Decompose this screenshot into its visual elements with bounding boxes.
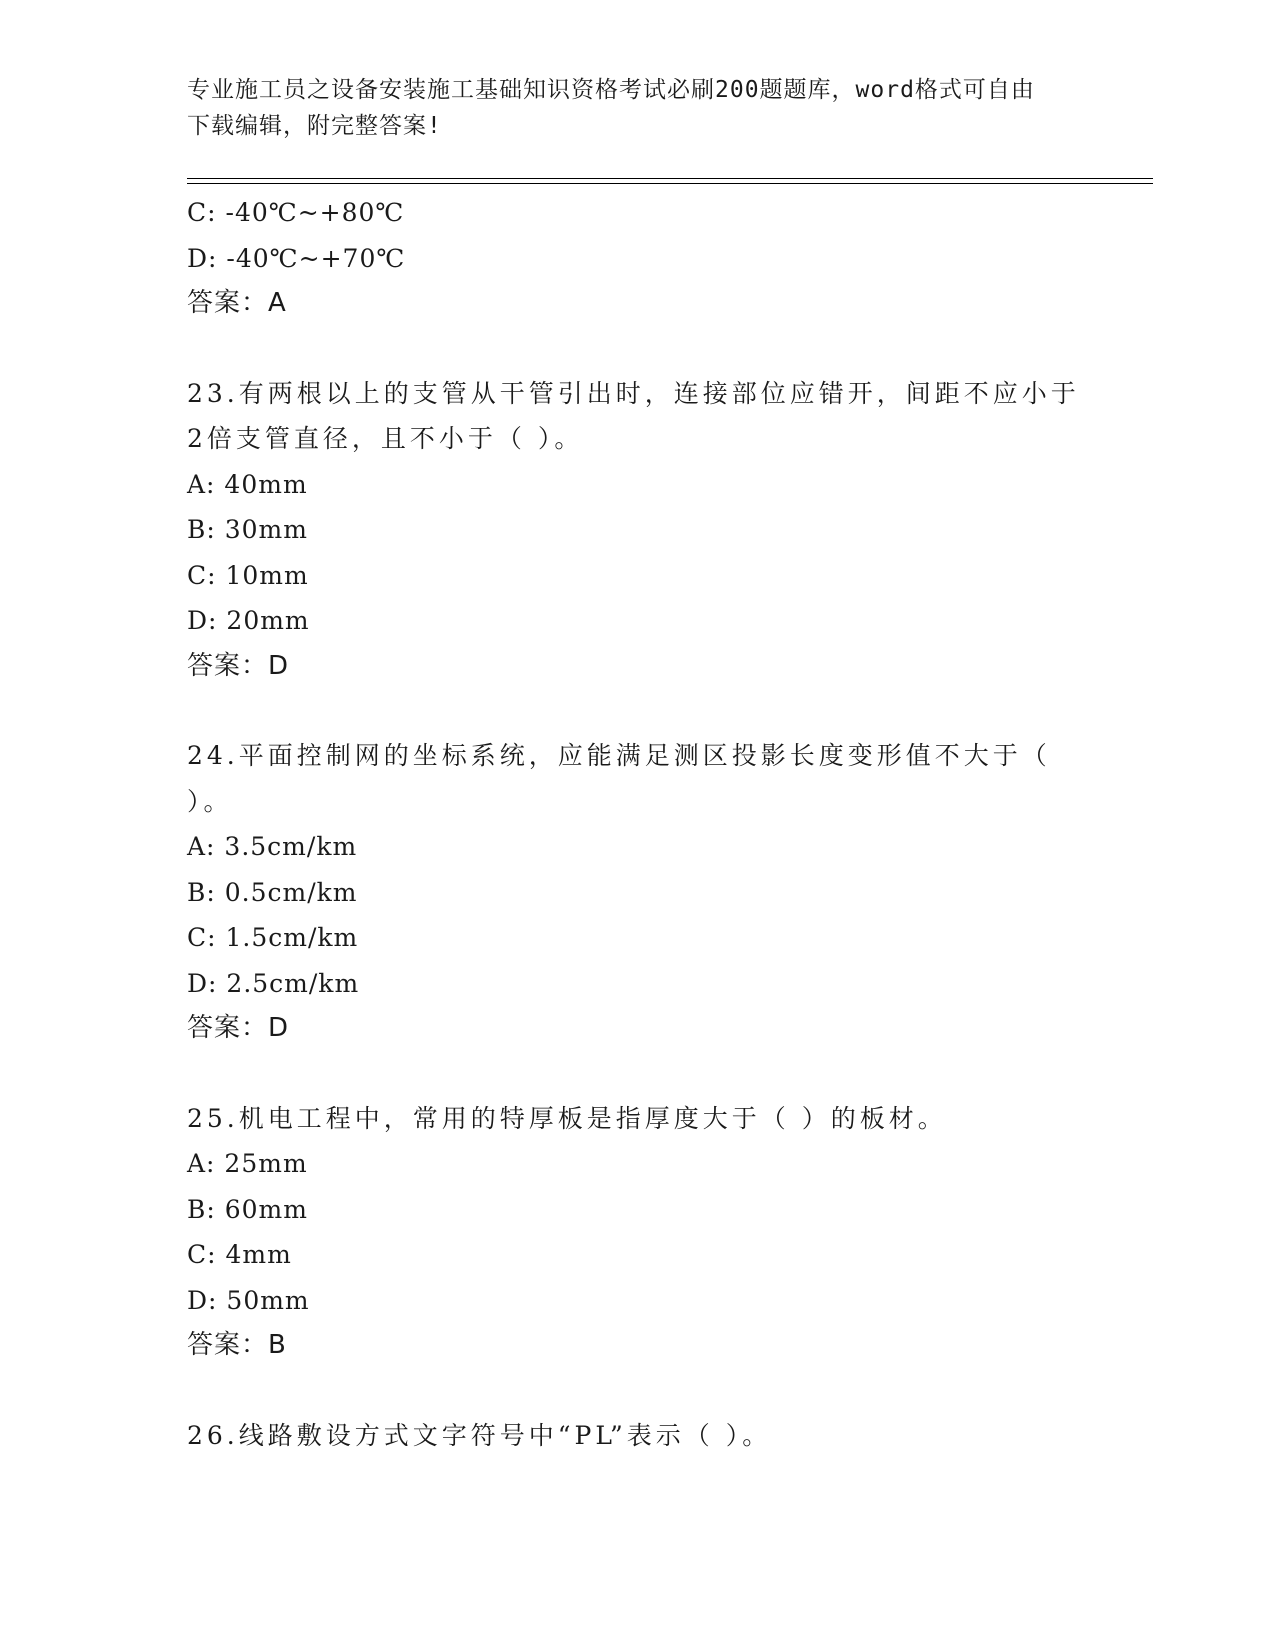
question-24 — [187, 733, 1107, 1052]
question-text: 23.有两根以上的支管从干管引出时，连接部位应错开，间距不应小于 — [187, 378, 1080, 408]
answer: 答案：D — [187, 650, 290, 681]
option-c: C: 4mm — [187, 1240, 292, 1269]
answer: 答案：D — [187, 1013, 290, 1043]
header-rule-bottom — [187, 183, 1153, 184]
option-b: B: 30mm — [187, 515, 308, 544]
question-list — [187, 190, 1107, 1458]
answer: 答案：B — [187, 1330, 287, 1360]
option-b: B: 60mm — [187, 1194, 308, 1224]
answer: 答案：A — [187, 288, 287, 318]
option-a: A: 40mm — [187, 469, 308, 499]
header-line-1: 专业施工员之设备安装施工基础知识资格考试必刷200题题库，word格式可自由 — [187, 77, 1035, 103]
header-line-2: 下载编辑，附完整答案! — [187, 113, 442, 139]
question-text: 26.线路敷设方式文字符号中“PL”表示（ ）。 — [187, 1420, 772, 1450]
option-a: A: 25mm — [187, 1149, 308, 1178]
option-b: B: 0.5cm/km — [187, 877, 358, 907]
question-23 — [187, 371, 1107, 690]
header-rule-top — [187, 178, 1153, 179]
question-22-tail — [187, 190, 1107, 327]
question-text: 24.平面控制网的坐标系统，应能满足测区投影长度变形值不大于（ — [187, 741, 1051, 770]
question-26 — [187, 1413, 1107, 1459]
document-header — [187, 72, 1087, 144]
option-a: A: 3.5cm/km — [187, 832, 358, 861]
option-d: D: 2.5cm/km — [187, 968, 360, 998]
question-text-cont: 2倍支管直径，且不小于（ ）。 — [187, 424, 584, 453]
option-c: C: 10mm — [187, 560, 309, 590]
question-text: 25.机电工程中，常用的特厚板是指厚度大于（ ）的板材。 — [187, 1103, 947, 1133]
question-text-cont: ）。 — [187, 786, 233, 816]
option-d: D: -40℃~+70℃ — [187, 243, 406, 273]
option-c: C: -40℃~+80℃ — [187, 198, 405, 227]
option-d: D: 20mm — [187, 606, 310, 635]
question-25 — [187, 1096, 1107, 1369]
option-c: C: 1.5cm/km — [187, 923, 359, 952]
option-d: D: 50mm — [187, 1285, 310, 1315]
